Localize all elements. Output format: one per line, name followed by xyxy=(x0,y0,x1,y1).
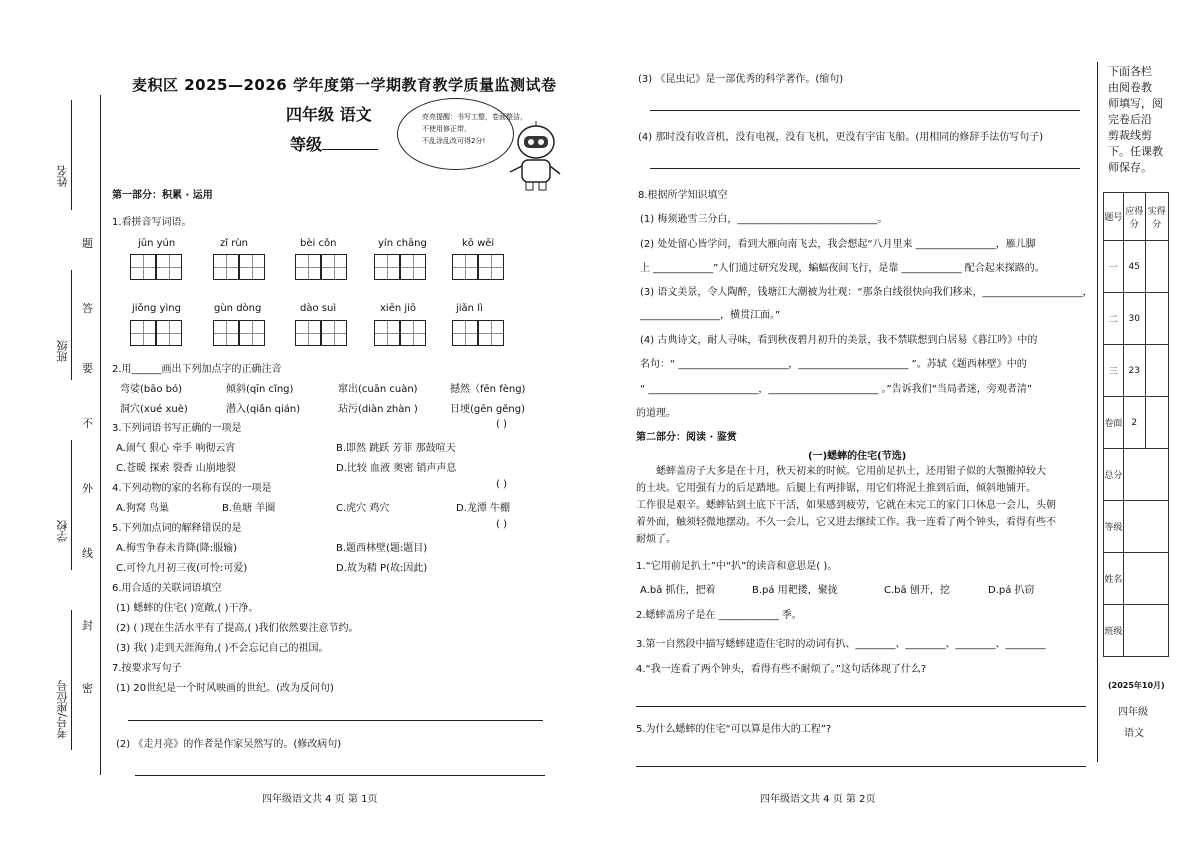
writing-box[interactable] xyxy=(321,254,347,280)
writing-box[interactable] xyxy=(295,254,321,280)
passage-line: 耐烦了。 xyxy=(636,534,676,545)
reading-passage xyxy=(636,463,1086,548)
writing-box[interactable] xyxy=(295,320,321,346)
writing-box[interactable] xyxy=(239,254,265,280)
q7-prompt: 7.按要求写句子 xyxy=(112,663,182,674)
exam-subtitle: 四年级 语文 xyxy=(286,105,372,124)
note-line: 下。任课教 xyxy=(1108,145,1163,158)
q2-prompt: 2.用______画出下列加点字的正确注音 xyxy=(112,364,282,375)
row-label: 三 xyxy=(1104,345,1124,397)
note-line: 由阅卷教 xyxy=(1108,81,1152,94)
row-label: 二 xyxy=(1104,293,1124,345)
q8-3b[interactable]: ________________，横贯江面。” xyxy=(640,310,781,321)
q8-2b[interactable]: 上 ____________”人们通过研究发现，蝙蝠夜间飞行，是靠 ____________ 配合起来探路的。 xyxy=(640,263,1045,274)
r5-prompt: 5.为什么蟋蟀的住宅“可以算是伟大的工程”? xyxy=(636,724,832,735)
answer-line[interactable] xyxy=(135,775,545,776)
q5-option: A.梅雪争春未肯降(降:服输) xyxy=(116,543,238,554)
q8-4c[interactable]: “ ______________________，______________________ 。”告诉我们“当局者迷，旁观者清” xyxy=(640,384,1033,395)
q1-prompt: 1.看拼音写词语。 xyxy=(112,217,192,228)
q8-3a[interactable]: (3) 语文美景，令人陶醉，钱塘江大潮被为壮观：“那条白线很快向我们移来，____________________， xyxy=(640,287,1093,298)
pinyin: xiēn jiō xyxy=(380,303,417,314)
q2-item[interactable]: 弯娑(bāo bó) xyxy=(120,384,183,395)
header-cell: 题号 xyxy=(1104,193,1124,241)
r1-option: B.pá 用耙搂，聚拢 xyxy=(752,585,838,596)
school-field-label: 学校 xyxy=(56,520,69,542)
q5-option: B.题西林壁(题:题目) xyxy=(336,543,428,554)
q2-item[interactable]: 倾斜(qīn cǐng) xyxy=(226,384,294,395)
seal-char: 密 xyxy=(82,682,93,695)
row-label: 姓名 xyxy=(1104,553,1124,605)
total-score-cell[interactable] xyxy=(1123,449,1168,501)
pinyin: dào suì xyxy=(300,303,337,314)
q4-answer-paren[interactable]: ( ) xyxy=(496,479,507,490)
writing-box[interactable] xyxy=(374,254,400,280)
q8-4d: 的道理。 xyxy=(636,408,676,419)
note-line: 师保存。 xyxy=(1108,161,1152,174)
class-field-line[interactable] xyxy=(71,270,72,380)
row-label: 一 xyxy=(1104,241,1124,293)
score-table xyxy=(1103,192,1169,657)
answer-line[interactable] xyxy=(128,720,543,721)
q3-option: A.闹气 狠心 牵手 响彻云宵 xyxy=(116,443,236,454)
writing-box[interactable] xyxy=(400,320,426,346)
r3-prompt[interactable]: 3.第一自然段中描写蟋蟀建造住宅时的动词有扒、________、________、________、________ xyxy=(636,639,1046,650)
pinyin: jūn yún xyxy=(138,238,176,249)
seal-char: 线 xyxy=(82,547,93,560)
q4-option: A.狗窝 鸟巢 xyxy=(116,503,170,514)
row-label: 等级 xyxy=(1104,501,1124,553)
full-score: 30 xyxy=(1123,293,1145,345)
exam-date: (2025年10月) xyxy=(1108,681,1165,690)
bubble-line: 不使用修正带， xyxy=(422,125,471,133)
writing-box[interactable] xyxy=(156,320,182,346)
r1-option: C.bā 刨开，挖 xyxy=(884,585,950,596)
exam-number-field-label: 考号/座位号 xyxy=(56,680,69,739)
q4-option: C.虎穴 鸡穴 xyxy=(336,503,390,514)
writing-box[interactable] xyxy=(321,320,347,346)
q6-prompt: 6.用合适的关联词语填空 xyxy=(112,583,222,594)
answer-line[interactable] xyxy=(650,168,1080,169)
writing-box[interactable] xyxy=(130,320,156,346)
row-label: 卷面 xyxy=(1104,397,1124,449)
full-score: 45 xyxy=(1123,241,1145,293)
note-line: 剪裁线剪 xyxy=(1108,129,1152,142)
note-line: 下面各栏 xyxy=(1108,65,1152,78)
actual-score-cell[interactable] xyxy=(1145,345,1168,397)
name-cell[interactable] xyxy=(1123,553,1168,605)
passage-line: 的土块。它用强有力的后足踏地。后腿上有两排锯，用它们将泥土推到后面，倾斜地铺开。 xyxy=(636,483,1036,494)
class-cell[interactable] xyxy=(1123,605,1168,657)
writing-box[interactable] xyxy=(400,254,426,280)
writing-box[interactable] xyxy=(374,320,400,346)
q7-2-prompt: (2) 《走月亮》的作者是作家吴然写的。(修改病句) xyxy=(116,739,342,750)
robot-mascot-icon xyxy=(508,120,564,192)
school-field-line[interactable] xyxy=(71,440,72,570)
q3-option: D.比较 血液 奥密 销声声息 xyxy=(336,463,457,474)
seal-char: 答 xyxy=(82,302,93,315)
q6-item[interactable]: (1) 蟋蟀的住宅( )宽敞,( )干净。 xyxy=(116,603,259,614)
q2-item[interactable]: 日埂(gēn gěng) xyxy=(450,404,526,415)
section-2-heading: 第二部分：阅读 · 鉴赏 xyxy=(636,432,737,443)
bubble-line: 不乱涂乱改可得2分! xyxy=(422,137,486,145)
reading-title: (一)蟋蟀的住宅(节选) xyxy=(808,451,907,462)
q8-prompt: 8.根据所学知识填空 xyxy=(638,190,728,201)
writing-box[interactable] xyxy=(452,320,478,346)
actual-score-cell[interactable] xyxy=(1145,293,1168,345)
q7-3-prompt: (3) 《昆虫记》是一部优秀的科学著作。(缩句) xyxy=(638,74,844,85)
q2-item[interactable]: 玷污(diàn zhàn ) xyxy=(338,404,418,415)
q5-answer-paren[interactable]: ( ) xyxy=(496,519,507,530)
q2-item[interactable]: 撼然（fēn fèng) xyxy=(450,384,526,395)
writing-box[interactable] xyxy=(213,320,239,346)
cut-line xyxy=(1097,62,1098,762)
q2-item[interactable]: 洞穴(xué xuè) xyxy=(120,404,188,415)
header-cell: 应得分 xyxy=(1123,193,1145,241)
row-label: 班级 xyxy=(1104,605,1124,657)
actual-score-cell[interactable] xyxy=(1145,241,1168,293)
pinyin: zǐ rùn xyxy=(220,238,248,249)
full-score: 23 xyxy=(1123,345,1145,397)
r1-option: D.pá 扒窃 xyxy=(988,585,1035,596)
q4-prompt: 4.下列动物的家的名称有误的一项是 xyxy=(112,483,272,494)
r2-prompt[interactable]: 2.蟋蟀盖房子是在 ____________ 季。 xyxy=(636,610,802,621)
reminder-bubble xyxy=(397,98,514,170)
q3-prompt: 3.下列词语书写正确的一项是 xyxy=(112,423,242,434)
seal-char: 外 xyxy=(82,482,93,495)
section-1-heading: 第一部分：积累 · 运用 xyxy=(112,190,213,201)
q3-option: B.即然 跳跃 芳菲 那鼓喧天 xyxy=(336,443,456,454)
pinyin: jiǒng yìng xyxy=(132,303,181,314)
r4-prompt: 4.“我一连看了两个钟头，看得有些不耐烦了。”这句话体现了什么? xyxy=(636,664,927,675)
writing-box[interactable] xyxy=(478,320,504,346)
seal-char: 封 xyxy=(82,619,93,632)
q3-answer-paren[interactable]: ( ) xyxy=(496,419,507,430)
note-line: 师填写，阅 xyxy=(1108,97,1163,110)
q7-4-prompt: (4) 那时没有收音机，没有电视，没有飞机，更没有宇宙飞船。(用相同的修辞手法仿写句子) xyxy=(638,132,1044,143)
bubble-line: 亮亮提醒：书写工整，卷面整洁， xyxy=(422,113,527,121)
sidebar-subject: 语文 xyxy=(1124,728,1144,739)
q8-4b[interactable]: 名句：“ ______________________，______________________ ”。苏轼《题西林壁》中的 xyxy=(640,359,1027,370)
grade-label: 等级 xyxy=(290,132,378,155)
passage-line: 蟋蟀盖房子大多是在十月，秋天初来的时候。它用前足扒土，还用钳子似的大颚搬掉较大 xyxy=(656,466,1046,477)
page-1-footer: 四年级语文共 4 页 第 1页 xyxy=(262,794,378,805)
q4-option: B.鱼塘 羊圈 xyxy=(222,503,276,514)
sidebar-grade: 四年级 xyxy=(1118,707,1148,718)
grade-cell[interactable] xyxy=(1123,501,1168,553)
passage-line: 着外面，触须轻微地摆动。不久一会儿，它又进去继续工作。我一连看了两个钟头，看得有些不 xyxy=(636,517,1056,528)
pinyin: bèi cǒn xyxy=(300,238,337,249)
q4-option: D.龙潭 牛棚 xyxy=(456,503,511,514)
q2-item[interactable]: 潜入(qiǎn qián) xyxy=(226,404,301,415)
row-label: 总分 xyxy=(1104,449,1124,501)
q2-item[interactable]: 窜出(cuān cuàn) xyxy=(338,384,418,395)
answer-line[interactable] xyxy=(636,766,1086,767)
pinyin: yín chāng xyxy=(378,238,427,249)
r1-prompt[interactable]: 1.“它用前足扒土”中“扒”的读音和意思是( )。 xyxy=(636,561,838,572)
q8-4a: (4) 古典诗文，耐人寻味，看到秋夜碧月初升的美景，我不禁联想到白居易《暮江吟》中的 xyxy=(640,335,1038,346)
q5-option: C.可怜九月初三夜(可怜:可爱) xyxy=(116,563,248,574)
writing-box[interactable] xyxy=(478,254,504,280)
answer-line[interactable] xyxy=(636,706,1086,707)
q3-option: C.苍暖 探索 裂香 山崩地裂 xyxy=(116,463,236,474)
q6-item[interactable]: (2) ( )现在生活水平有了提高,( )我们依然要注意节约。 xyxy=(116,623,359,634)
writing-box[interactable] xyxy=(452,254,478,280)
full-score: 2 xyxy=(1123,397,1145,449)
writing-box[interactable] xyxy=(130,254,156,280)
seal-char: 要 xyxy=(82,362,93,375)
q5-prompt: 5.下列加点词的解释错误的是 xyxy=(112,523,242,534)
writing-box[interactable] xyxy=(213,254,239,280)
q5-option: D.故为精 P(故:因此) xyxy=(336,563,428,574)
passage-line: 工作很是艰辛。蟋蟀钻到土底下干活，如果感到疲劳，它就在未完工的家门口休息一会儿，头朝 xyxy=(636,500,1056,511)
writing-box[interactable] xyxy=(239,320,265,346)
seal-char: 题 xyxy=(82,237,93,250)
q6-item[interactable]: (3) 我( )走到天涯海角,( )不会忘记自己的祖国。 xyxy=(116,643,329,654)
pinyin: gùn dòng xyxy=(214,303,262,314)
q7-1-prompt: (1) 20世纪是一个时风映画的世纪。(改为反问句) xyxy=(116,683,334,694)
seal-char: 不 xyxy=(82,417,93,430)
cut-line xyxy=(100,95,101,775)
pinyin: kō wēi xyxy=(462,238,495,249)
page-2-footer: 四年级语文共 4 页 第 2页 xyxy=(760,794,876,805)
actual-score-cell[interactable] xyxy=(1145,397,1168,449)
pinyin: jiǎn lì xyxy=(456,303,483,314)
note-line: 完卷后沿 xyxy=(1108,113,1152,126)
name-field-line[interactable] xyxy=(71,100,72,210)
q8-2a[interactable]: (2) 处处留心皆学问，看到大雁向南飞去，我会想起“八月里来 ________________，雁儿脚 xyxy=(640,239,1036,250)
name-field-label: 姓名 xyxy=(56,165,69,187)
q8-1[interactable]: (1) 梅须逊雪三分白，____________________________。 xyxy=(640,214,888,225)
writing-box[interactable] xyxy=(156,254,182,280)
header-cell: 实得分 xyxy=(1145,193,1168,241)
answer-line[interactable] xyxy=(650,110,1080,111)
class-field-label: 班级 xyxy=(56,340,69,362)
exam-number-field-line[interactable] xyxy=(71,610,72,750)
r1-option: A.bā 抓住，把着 xyxy=(640,585,716,596)
sidebar-note xyxy=(1108,64,1170,176)
exam-title: 麦积区 2025—2026 学年度第一学期教育教学质量监测试卷 xyxy=(132,76,557,94)
